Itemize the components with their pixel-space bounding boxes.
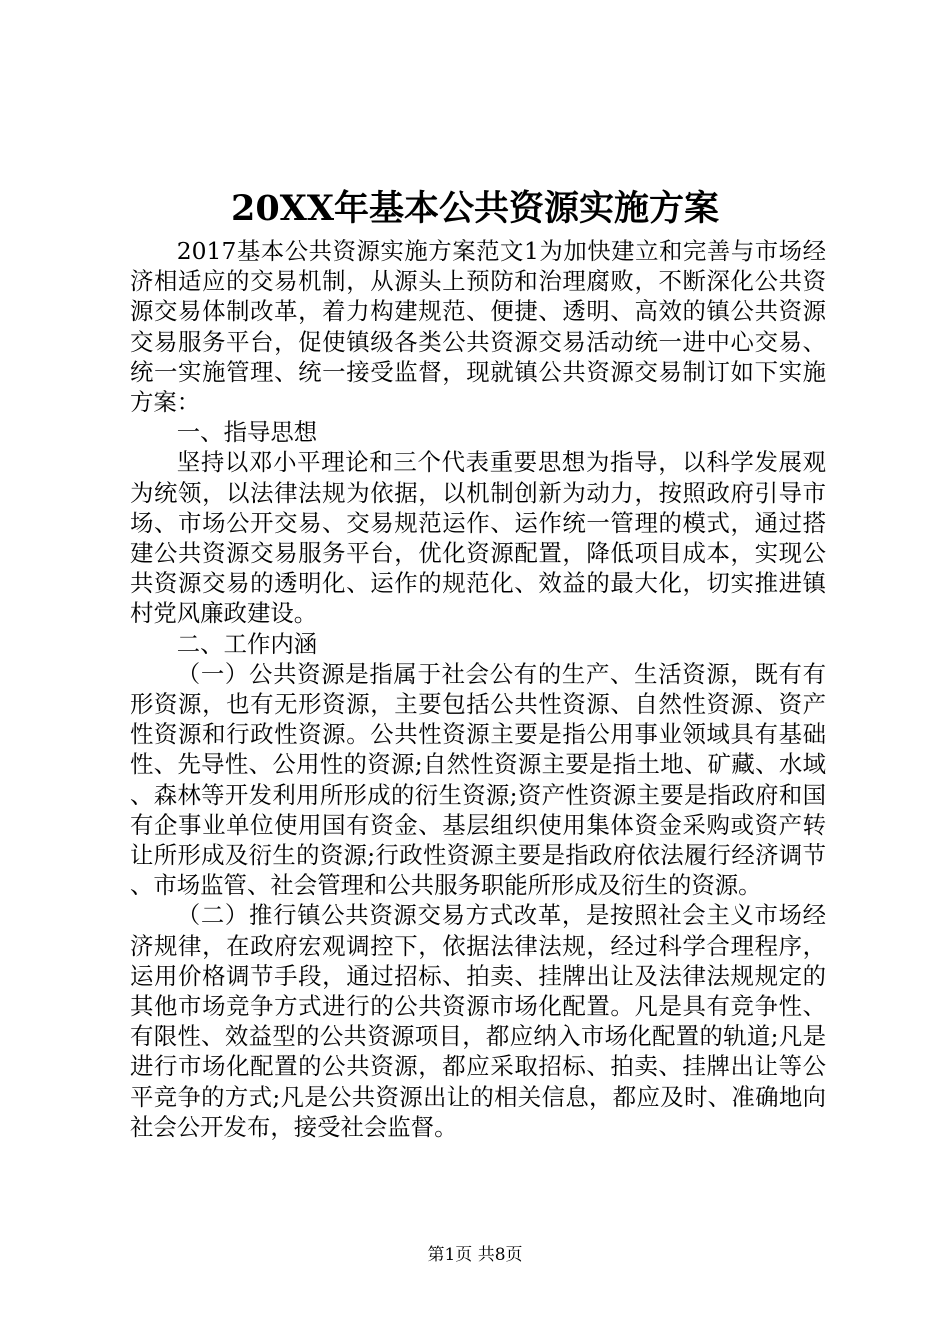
document-title: 20XX年基本公共资源实施方案	[230, 188, 720, 229]
page-footer: 第1页 共8页	[427, 1245, 523, 1265]
work-content-paragraph-2: （二）推行镇公共资源交易方式改革，是按照社会主义市场经济规律，在政府宏观调控下，依据法律法规，经过科学合理程序，运用价格调节手段，通过招标、拍卖、挂牌出让及法律法规规定的其他市场竞争方式进行的公共资源市场化配置。凡是具有竞争性、有限性、效益型的公共资源项目，都应纳入市场化配置的轨道;凡是进行市场化配置的公共资源，都应采取招标、拍卖、挂牌出让等公平竞争的方式;凡是公共资源出让的相关信息，都应及时、准确地向社会公开发布，接受社会监督。	[130, 901, 826, 1141]
document-body	[130, 236, 826, 1142]
section-heading-work-content: 二、工作内涵	[176, 629, 318, 658]
work-content-paragraph-1: （一）公共资源是指属于社会公有的生产、生活资源，既有有形资源，也有无形资源，主要包括公共性资源、自然性资源、资产性资源和行政性资源。公共性资源主要是指公用事业领域具有基础性、先导性、公用性的资源;自然性资源主要是指土地、矿藏、水域、森林等开发利用所形成的衍生资源;资产性资源主要是指政府和国有企事业单位使用国有资金、基层组织使用集体资金采购或资产转让所形成及衍生的资源;行政性资源主要是指政府依法履行经济调节、市场监管、社会管理和公共服务职能所形成及衍生的资源。	[130, 659, 826, 900]
section-heading-guiding-ideology: 一、指导思想	[176, 418, 318, 447]
guiding-ideology-paragraph: 坚持以邓小平理论和三个代表重要思想为指导，以科学发展观为统领，以法律法规为依据，以机制创新为动力，按照政府引导市场、市场公开交易、交易规范运作、运作统一管理的模式，通过搭建公共资源交易服务平台，优化资源配置，降低项目成本，实现公共资源交易的透明化、运作的规范化、效益的最大化，切实推进镇村党风廉政建设。	[130, 448, 826, 628]
intro-paragraph: 2017基本公共资源实施方案范文1为加快建立和完善与市场经济相适应的交易机制，从源头上预防和治理腐败，不断深化公共资源交易体制改革，着力构建规范、便捷、透明、高效的镇公共资源交易服务平台，促使镇级各类公共资源交易活动统一进中心交易、统一实施管理、统一接受监督，现就镇公共资源交易制订如下实施方案：	[130, 237, 826, 417]
